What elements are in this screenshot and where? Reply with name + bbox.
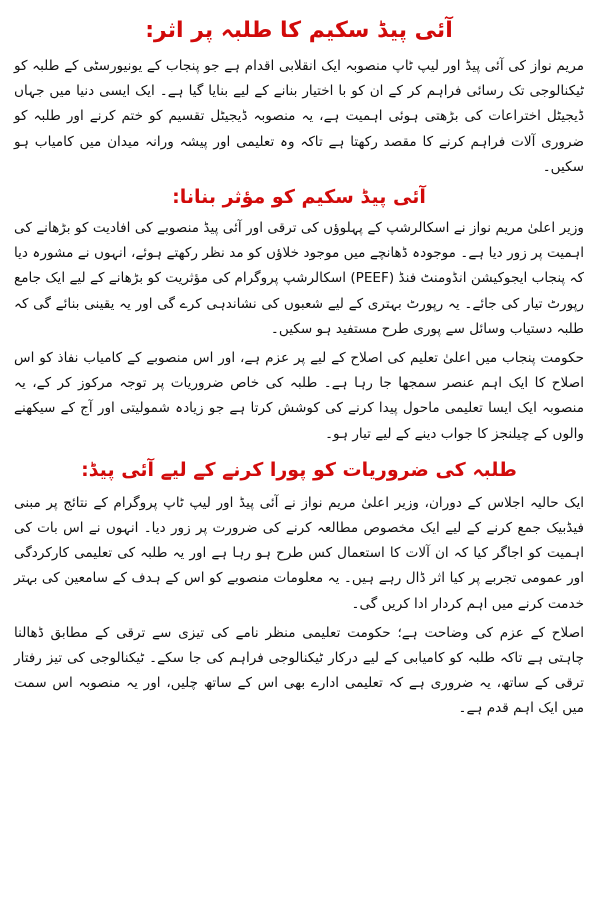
effectiveness-paragraph-2: حکومت پنجاب میں اعلیٰ تعلیم کی اصلاح کے لیے پر عزم ہے، اور اس منصوبے کے کامیاب نفاذ کو اس اصلاح کا ایک اہم عنصر سمجھا جا رہا ہے۔ طلبہ کی خاص ضروریات پر توجہ مرکوز کر کے، یہ منصوبہ ایک ایسا تعلیمی ماحول پیدا کرنے کی کوشش کرتا ہے جو زیادہ شمولیتی اور آج کے سیکھنے والوں کے چیلنجز کا جواب دینے کے لیے تیار ہو۔ [14, 350, 584, 442]
student-needs-paragraph-1: ایک حالیہ اجلاس کے دوران، وزیر اعلیٰ مریم نواز نے آئی پیڈ اور لیپ ٹاپ پروگرام کے نتائج پر مبنی فیڈبیک جمع کرنے کے لیے ایک مخصوص مطالعہ کرنے کی ضرورت پر زور دیا۔ انہوں نے اس بات کی اہمیت کو اجاگر کیا کہ ان آلات کا استعمال کس طرح ہو رہا ہے اور یہ طلبہ کی تعلیمی کارکردگی اور عمومی تجربے پر کیا اثر ڈال رہے ہیں۔ یہ معلومات منصوبے کو اس کے ہدف کے سامعین کی بہتر خدمت کرنے میں اہم کردار ادا کریں گی۔ [14, 494, 584, 612]
article-title: آئی پیڈ سکیم کا طلبہ پر اثر: [145, 18, 453, 43]
section-heading-student-needs: طلبہ کی ضروریات کو پورا کرنے کے لیے آئی پیڈ: [81, 458, 517, 481]
intro-paragraph: مریم نواز کی آئی پیڈ اور لیپ ٹاپ منصوبہ ایک انقلابی اقدام ہے جو پنجاب کے یونیورسٹی کے طلبہ کو ٹیکنالوجی تک رسائی فراہم کر کے ان کو با اختیار بنانے کے لیے بنایا گیا ہے۔ ایک ایسی دنیا میں جہاں ڈیجیٹل اختراعات کی بڑھتی ہوئی اہمیت ہے، یہ منصوبہ ڈیجیٹل تقسیم کو ختم کرنے اور طلبہ کو ضروری آلات فراہم کرنے کا مقصد رکھتا ہے تاکہ وہ تعلیمی اور پیشہ ورانہ میدان میں کامیاب ہو سکیں۔ [14, 58, 584, 175]
section-heading-effectiveness: آئی پیڈ سکیم کو مؤثر بنانا: [172, 186, 426, 209]
effectiveness-paragraph-1: وزیر اعلیٰ مریم نواز نے اسکالرشپ کے پہلوؤں کی ترقی اور آئی پیڈ منصوبے کی افادیت کو بڑھانے کی اہمیت پر زور دیا ہے۔ موجودہ ڈھانچے میں موجود خلاؤں کو مد نظر رکھتے ہوئے، انہوں نے مشورہ دیا کہ پنجاب ایجوکیشن انڈومنٹ فنڈ (PEEF) اسکالرشپ پروگرام کی مؤثریت کو بڑھانے کے لیے ایک جامع رپورٹ تیار کی جائے۔ یہ رپورٹ بہتری کے لیے شعبوں کی نشاندہی کرے گی اور یہ یقینی بنائے گی کہ طلبہ دستیاب وسائل سے پوری طرح مستفید ہو سکیں۔ [14, 220, 584, 337]
student-needs-paragraph-2: اصلاح کے عزم کی وضاحت ہے؛ حکومت تعلیمی منظر نامے کی تیزی سے ترقی کے مطابق ڈھالنا چاہتی ہے تاکہ طلبہ کو کامیابی کے لیے درکار ٹیکنالوجی فراہم کی جا سکے۔ ٹیکنالوجی کی تیز رفتار ترقی کے ساتھ، یہ ضروری ہے کہ تعلیمی ادارے بھی اس کے ساتھ چلیں، اور یہ منصوبہ اس سمت میں ایک اہم قدم ہے۔ [14, 624, 584, 717]
